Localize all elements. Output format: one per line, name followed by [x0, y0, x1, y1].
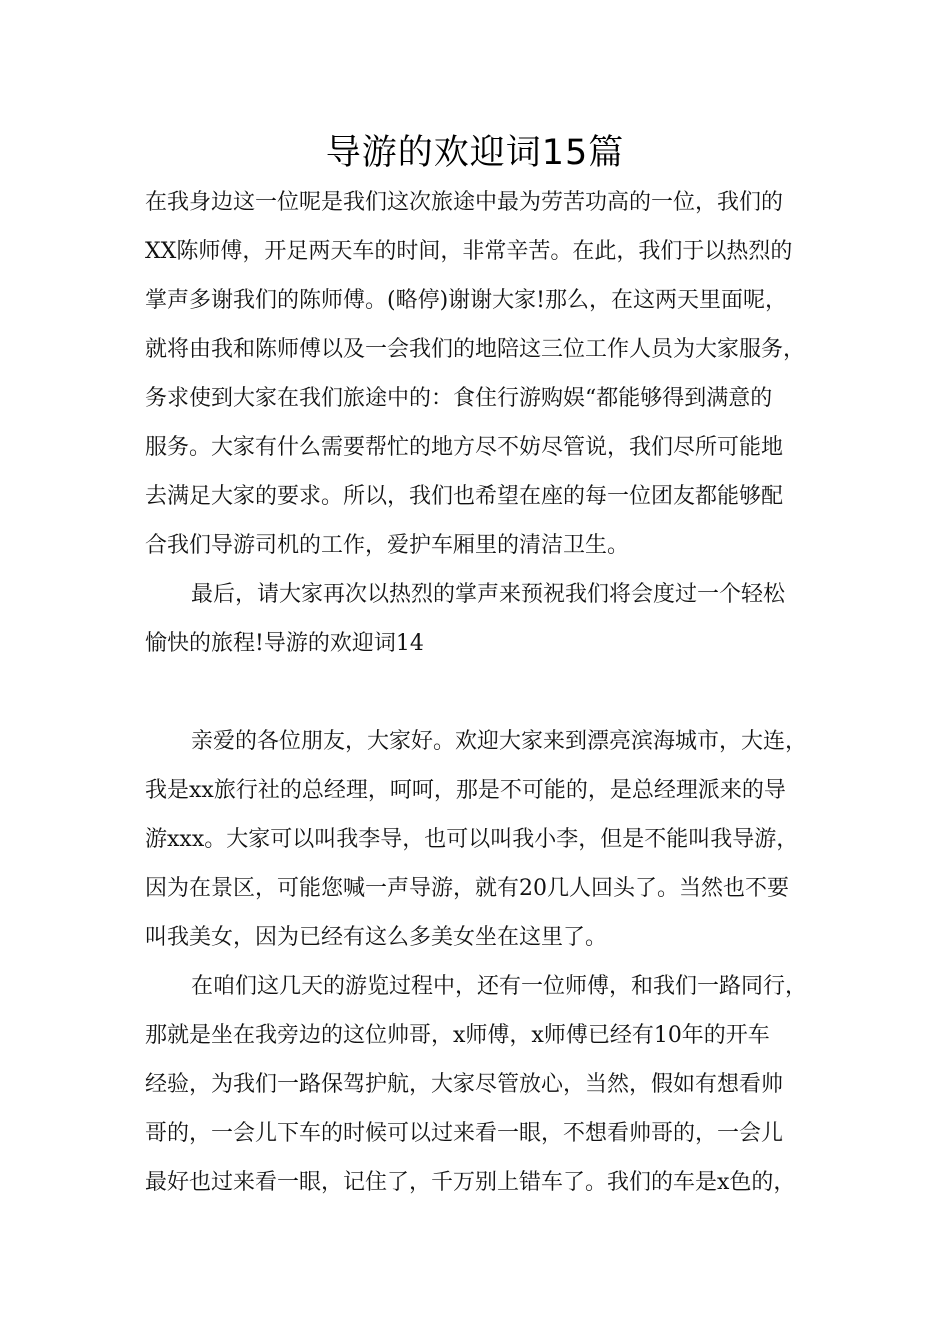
text-line: 游xxx。大家可以叫我李导，也可以叫我小李，但是不能叫我导游， [145, 827, 799, 852]
text-line: 因为在景区，可能您喊一声导游，就有20几人回头了。当然也不要 [145, 876, 789, 901]
text-line: 经验，为我们一路保驾护航，大家尽管放心，当然，假如有想看帅 [145, 1072, 784, 1097]
text-line: 去满足大家的要求。所以，我们也希望在座的每一位团友都能够配 [145, 484, 784, 509]
text-line: 叫我美女，因为已经有这么多美女坐在这里了。 [145, 925, 608, 950]
text-line: 合我们导游司机的工作，爱护车厢里的清洁卫生。 [145, 533, 630, 558]
paragraph-first-line: 在咱们这几天的游览过程中，还有一位师傅，和我们一路同行， [191, 974, 808, 999]
text-line: 就将由我和陈师傅以及一会我们的地陪这三位工作人员为大家服务， [145, 337, 806, 362]
text-line: 在我身边这一位呢是我们这次旅途中最为劳苦功高的一位，我们的 [145, 190, 784, 215]
paragraph-gap [145, 668, 825, 717]
text-line: 愉快的旅程!导游的欢迎词14 [145, 631, 424, 656]
text-line: 我是xx旅行社的总经理，呵呵，那是不可能的，是总经理派来的导 [145, 778, 786, 803]
document-body [145, 178, 825, 1207]
text-line: 务求使到大家在我们旅途中的：食住行游购娱“都能够得到满意的 [145, 386, 773, 411]
paragraph-first-line: 最后，请大家再次以热烈的掌声来预祝我们将会度过一个轻松 [191, 582, 786, 607]
paragraph-first-line: 亲爱的各位朋友，大家好。欢迎大家来到漂亮滨海城市，大连， [191, 729, 808, 754]
text-line: 那就是坐在我旁边的这位帅哥，x师傅，x师傅已经有10年的开车 [145, 1023, 770, 1048]
text-line: 掌声多谢我们的陈师傅。(略停)谢谢大家!那么，在这两天里面呢， [145, 288, 788, 313]
text-line: XX陈师傅，开足两天车的时间，非常辛苦。在此，我们于以热烈的 [145, 239, 793, 264]
document-title: 导游的欢迎词15篇 [325, 133, 625, 173]
text-line: 最好也过来看一眼，记住了，千万别上错车了。我们的车是x色的， [145, 1170, 796, 1195]
text-line: 服务。大家有什么需要帮忙的地方尽不妨尽管说，我们尽所可能地 [145, 435, 784, 460]
text-line: 哥的，一会儿下车的时候可以过来看一眼，不想看帅哥的，一会儿 [145, 1121, 784, 1146]
